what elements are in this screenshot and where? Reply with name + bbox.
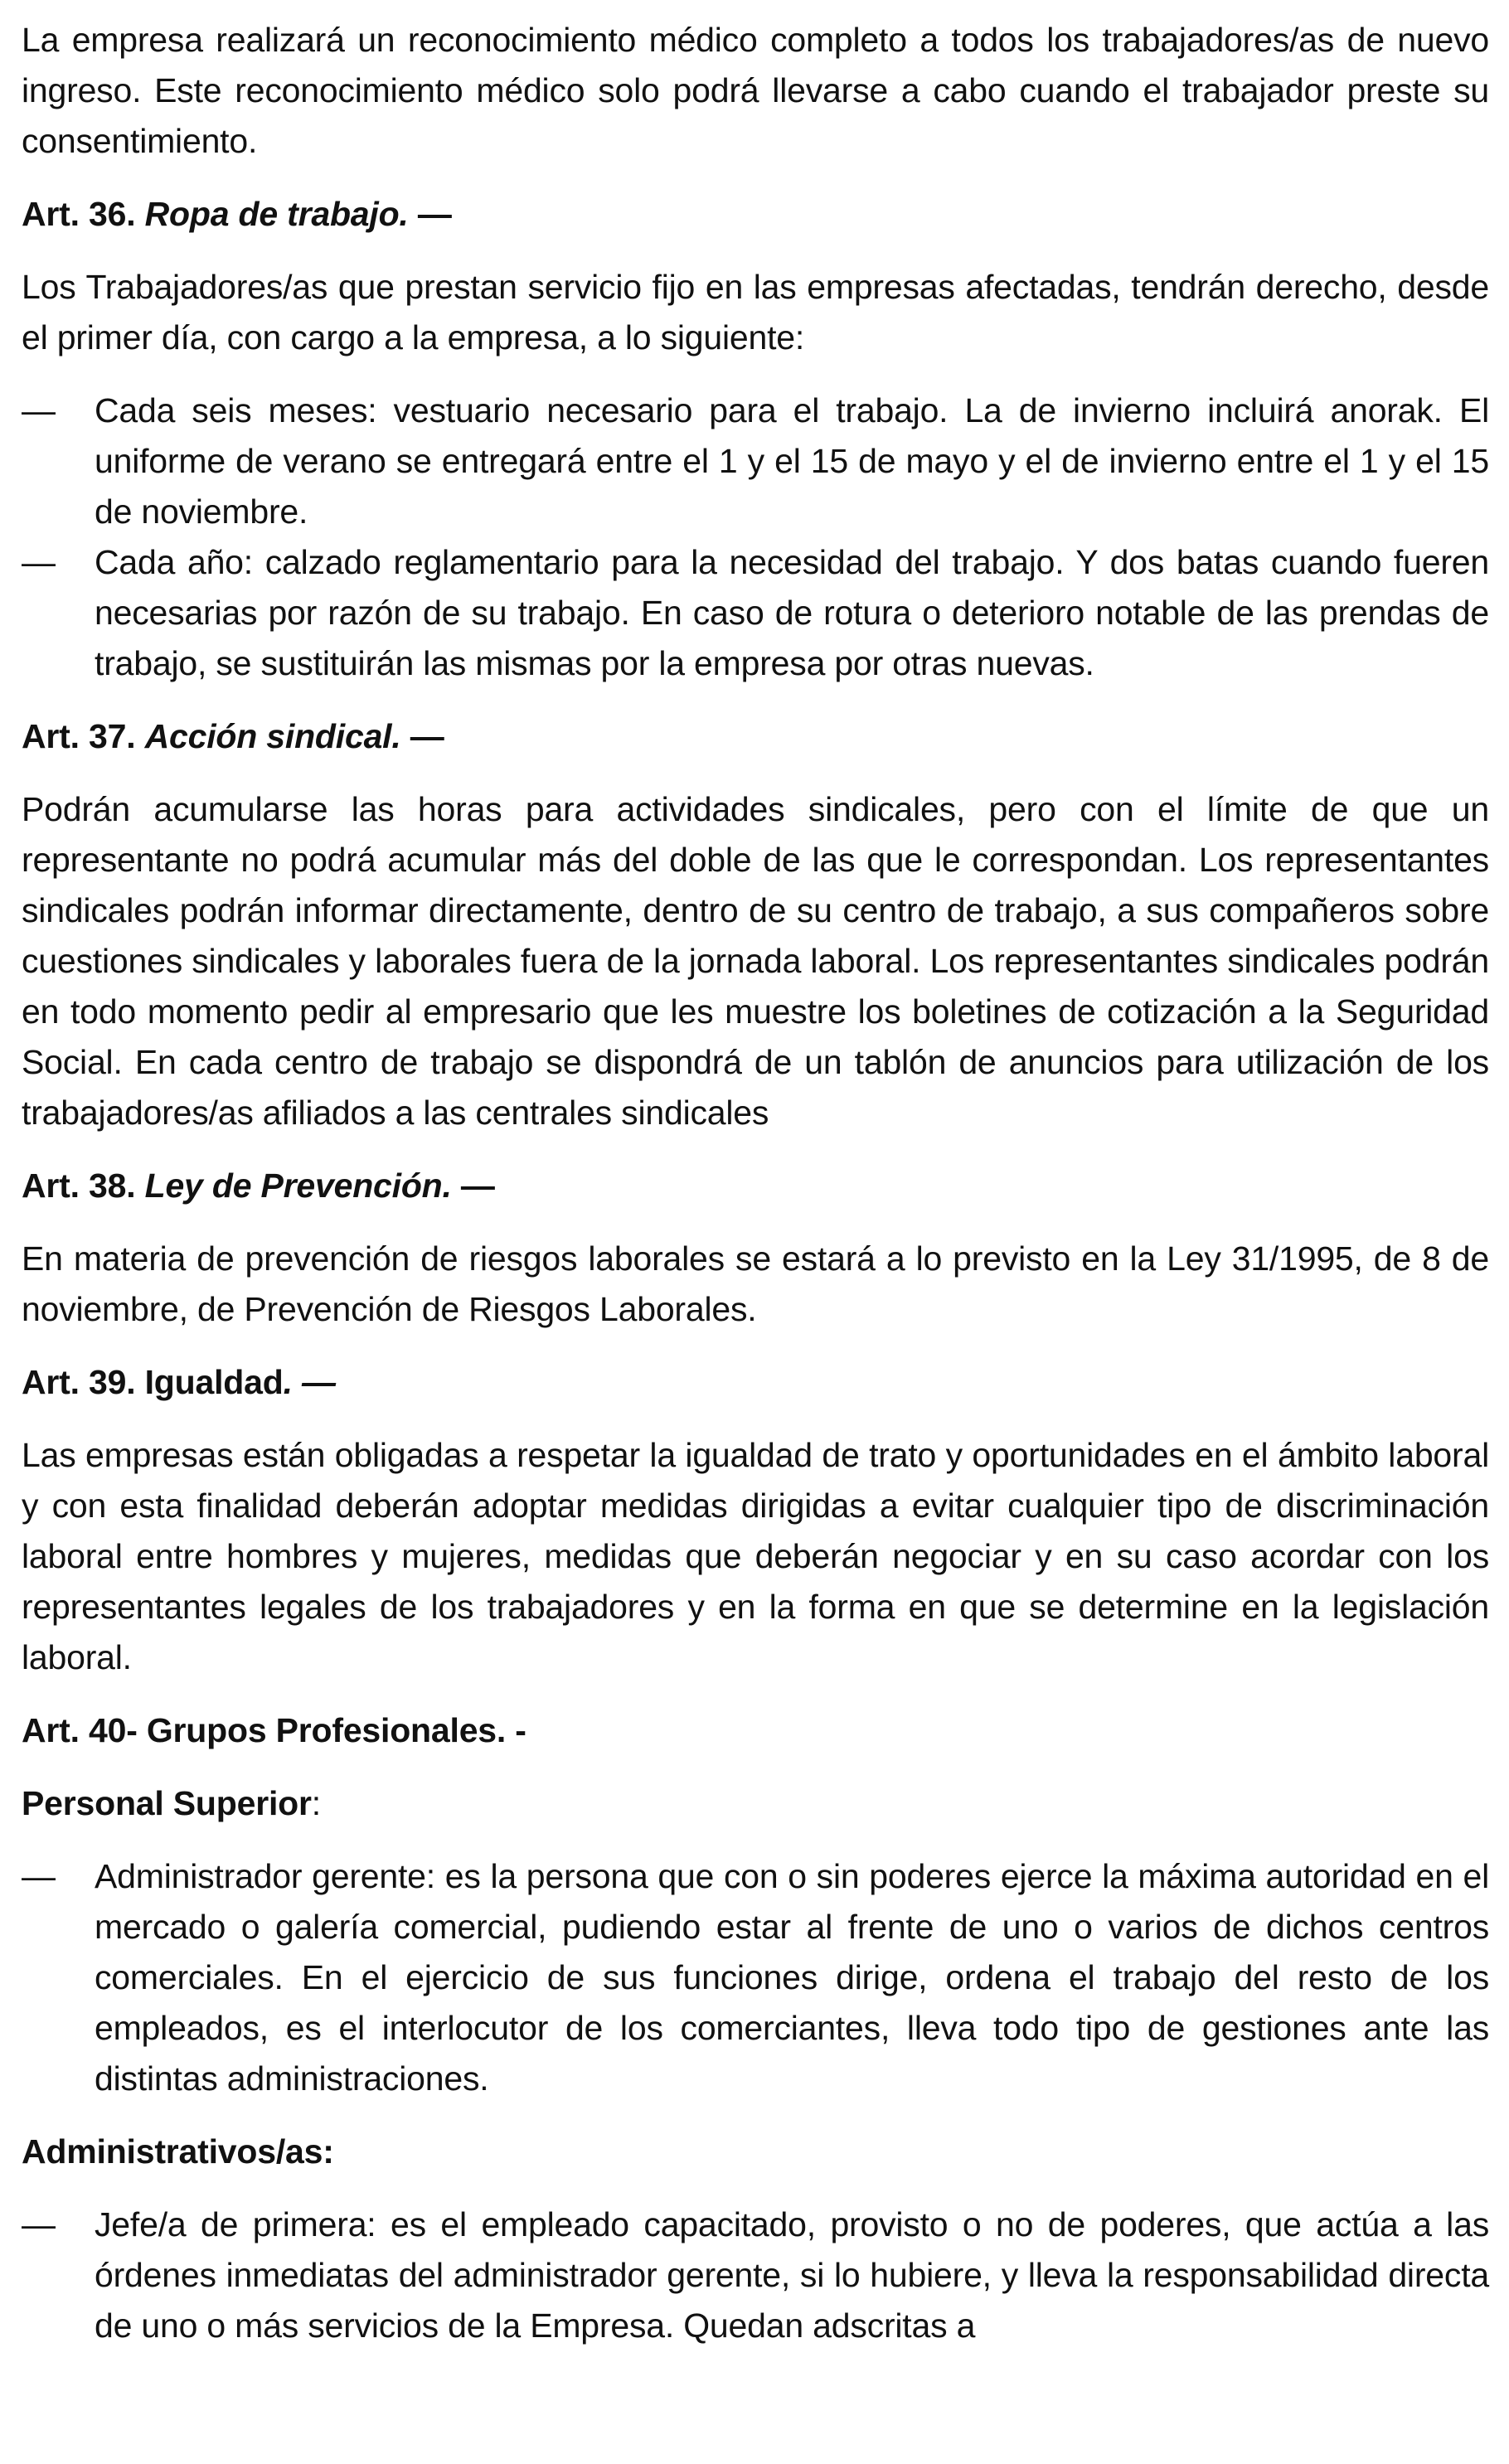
article-39-body: Las empresas están obligadas a respetar la igualdad de trato y oportunidades en el ámbito laboral y con esta finalidad deberán adoptar medidas dirigidas a evitar cualquier tipo de discriminación laboral entre hombres y mujeres, medidas que deberán negociar y en su caso acordar con los representantes legales de los trabajadores y en la forma en que se determine en la legislación laboral. (22, 1436, 1489, 1676)
article-39-number: Art. 39. (22, 1363, 136, 1401)
list-item (22, 1851, 1489, 2104)
list-item-text: Administrador gerente: es la persona que con o sin poderes ejerce la máxima autoridad en el mercado o galería comercial, pudiendo estar al frente de uno o varios de dichos centros comerciales. En el ejercicio de sus funciones dirige, ordena el trabajo del resto de los empleados, es el interlocutor de los comerciantes, lleva todo tipo de gestiones ante las distintas administraciones. (95, 1857, 1489, 2098)
list-item-text: Cada año: calzado reglamentario para la necesidad del trabajo. Y dos batas cuando fueren necesarias por razón de su trabajo. En caso de rotura o deterioro notable de las prendas de trabajo, se sustituirán las mismas por la empresa por otras nuevas. (95, 543, 1489, 682)
bullet-dash: — (22, 2205, 56, 2243)
article-36-body: Los Trabajadores/as que prestan servicio fijo en las empresas afectadas, tendrán derecho, desde el primer día, con cargo a la empresa, a lo siguiente: (22, 268, 1489, 357)
article-40-heading: Art. 40- Grupos Profesionales. - (22, 1711, 526, 1749)
article-36-dash: — (417, 195, 452, 233)
article-37-heading (22, 711, 1489, 762)
personal-superior-label-text: Personal Superior (22, 1784, 312, 1822)
list-item (22, 537, 1489, 689)
list-item (22, 2200, 1489, 2351)
bullet-dash: — (22, 1857, 56, 1895)
personal-superior-colon: : (311, 1784, 321, 1822)
article-39-title: Igualdad (144, 1363, 284, 1401)
article-36-list (22, 386, 1489, 689)
bullet-dash: — (22, 543, 56, 581)
article-38-title: Ley de Prevención. (144, 1167, 452, 1205)
list-item (22, 386, 1489, 537)
personal-superior-list (22, 1851, 1489, 2104)
article-37-number: Art. 37. (22, 717, 136, 755)
article-38-dash: — (460, 1167, 495, 1205)
article-37-title: Acción sindical. (144, 717, 401, 755)
administrativos-label: Administrativos/as: (22, 2132, 334, 2171)
bullet-dash: — (22, 391, 56, 429)
article-37-body: Podrán acumularse las horas para actividades sindicales, pero con el límite de que un representante no podrá acumular más del doble de las que le correspondan. Los representantes sindicales podrán informar directamente, dentro de su centro de trabajo, a sus compañeros sobre cuestiones sindicales y laborales fuera de la jornada laboral. Los representantes sindicales podrán en todo momento pedir al empresario que les muestre los boletines de cotización a la Seguridad Social. En cada centro de trabajo se dispondrá de un tablón de anuncios para utilización de los trabajadores/as afiliados a las centrales sindicales (22, 790, 1489, 1132)
personal-superior-label (22, 1778, 1489, 1829)
article-39-heading (22, 1357, 1489, 1408)
list-item-text: Cada seis meses: vestuario necesario para el trabajo. La de invierno incluirá anorak. El uniforme de verano se entregará entre el 1 y el 15 de mayo y el de invierno entre el 1 y el 15 de noviembre. (95, 391, 1489, 531)
article-39-dash: . — (283, 1363, 336, 1401)
document-page (22, 15, 1489, 2374)
article-38-body: En materia de prevención de riesgos laborales se estará a lo previsto en la Ley 31/1995, de 8 de noviembre, de Prevención de Riesgos Laborales. (22, 1239, 1489, 1328)
article-36-title: Ropa de trabajo. (144, 195, 409, 233)
intro-paragraph: La empresa realizará un reconocimiento médico completo a todos los trabajadores/as de nuevo ingreso. Este reconocimiento médico solo podrá llevarse a cabo cuando el trabajador preste su consentimiento. (22, 21, 1489, 160)
administrativos-list (22, 2200, 1489, 2351)
list-item-text: Jefe/a de primera: es el empleado capacitado, provisto o no de poderes, que actúa a las órdenes inmediatas del administrador gerente, si lo hubiere, y lleva la responsabilidad directa de uno o más servicios de la Empresa. Quedan adscritas a (95, 2205, 1489, 2345)
article-38-heading (22, 1161, 1489, 1211)
article-36-number: Art. 36. (22, 195, 136, 233)
article-37-dash: — (410, 717, 444, 755)
article-36-heading (22, 189, 1489, 240)
article-38-number: Art. 38. (22, 1167, 136, 1205)
